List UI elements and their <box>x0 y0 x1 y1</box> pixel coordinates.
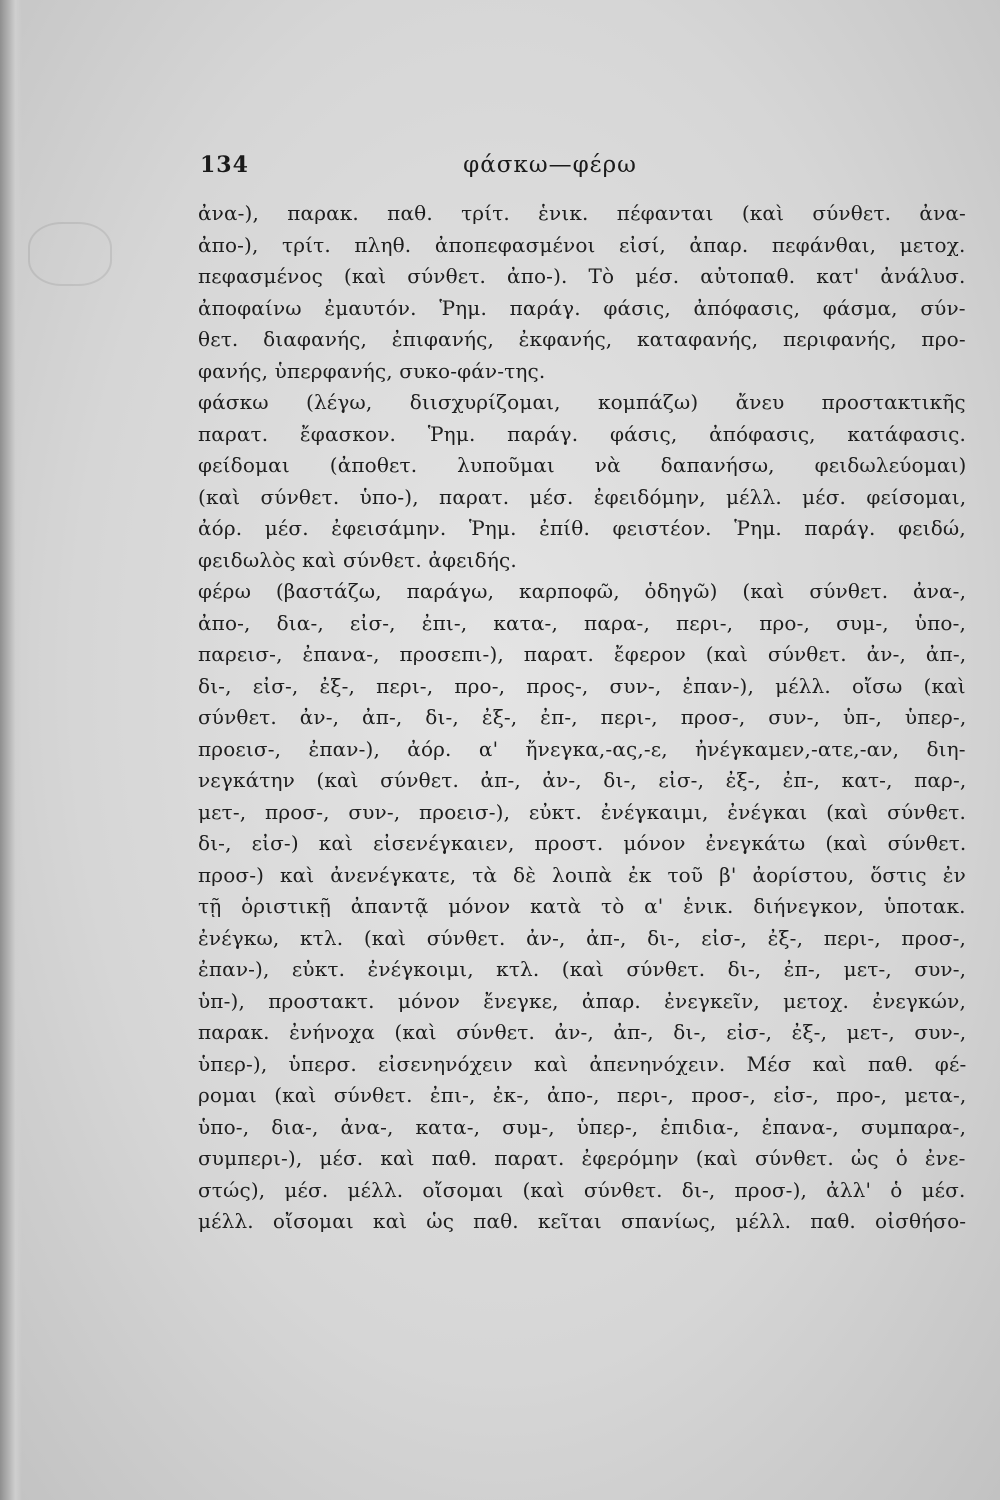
page-number: 134 <box>200 152 249 178</box>
text-line: ἀποφαίνω ἐμαυτόν. Ῥημ. παράγ. φάσις, ἀπόφασις, φάσμα, σύν- <box>198 295 966 320</box>
text-line: μετ-, προσ-, συν-, προεισ-), εὐκτ. ἐνέγκαιμι, ἐνέγκαι (καὶ σύνθετ. <box>198 799 966 824</box>
text-line: τῇ ὁριστικῇ ἀπαντᾷ μόνον κατὰ τὸ α' ἑνικ. διήνεγκον, ὑποτακ. <box>198 894 966 918</box>
text-line: δι-, εἰσ-, ἐξ-, περι-, προ-, προς-, συν-, ἐπαν-), μέλλ. οἴσω (καὶ <box>198 673 966 698</box>
text-line: ἀπο-, δια-, εἰσ-, ἐπι-, κατα-, παρα-, περι-, προ-, συμ-, ὑπο-, <box>198 610 966 635</box>
text-line: παρατ. ἔφασκον. Ῥημ. παράγ. φάσις, ἀπόφασις, κατάφασις. <box>198 421 966 446</box>
text-line: ὑπερ-), ὑπερσ. εἰσενηνόχειν καὶ ἀπενηνόχειν. Μέσ καὶ παθ. φέ- <box>198 1051 966 1076</box>
text-line: συμπερι-), μέσ. καὶ παθ. παρατ. ἐφερόμην (καὶ σύνθετ. ὡς ὁ ἐνε- <box>198 1146 966 1170</box>
text-line: προεισ-, ἐπαν-), ἀόρ. α' ἤνεγκα,-ας,-ε, ἠνέγκαμεν,-ατε,-αν, διη- <box>198 736 966 761</box>
text-line: φάσκω (λέγω, διισχυρίζομαι, κομπάζω) ἄνευ προστακτικῆς <box>198 390 966 414</box>
text-line: σύνθετ. ἀν-, ἀπ-, δι-, ἐξ-, ἐπ-, περι-, προσ-, συν-, ὑπ-, ὑπερ-, <box>198 705 966 729</box>
body-text <box>198 198 966 1238</box>
text-line: ρομαι (καὶ σύνθετ. ἐπι-, ἐκ-, ἀπο-, περι-, προσ-, εἰσ-, προ-, μετα-, <box>198 1083 966 1107</box>
text-line: νεγκάτην (καὶ σύνθετ. ἀπ-, ἀν-, δι-, εἰσ-, ἐξ-, ἐπ-, κατ-, παρ-, <box>198 768 966 792</box>
text-line: ἀόρ. μέσ. ἐφεισάμην. Ῥημ. ἐπίθ. φειστέον. Ῥημ. παράγ. φειδώ, <box>198 516 966 540</box>
text-line: δι-, εἰσ-) καὶ εἰσενέγκαιεν, προστ. μόνον ἐνεγκάτω (καὶ σύνθετ. <box>198 831 966 855</box>
text-line: θετ. διαφανής, ἐπιφανής, ἐκφανής, καταφανής, περιφανής, προ- <box>198 327 966 351</box>
text-line: μέλλ. οἴσομαι καὶ ὡς παθ. κεῖται σπανίως, μέλλ. παθ. οἰσθήσο- <box>198 1209 966 1233</box>
text-line: προσ-) καὶ ἀνενέγκατε, τὰ δὲ λοιπὰ ἐκ τοῦ β' ἀορίστου, ὅστις ἐν <box>198 862 966 887</box>
text-line: ἀνα-), παρακ. παθ. τρίτ. ἑνικ. πέφανται (καὶ σύνθετ. ἀνα- <box>198 201 966 225</box>
text-line: φανής, ὑπερφανής, συκο-φάν-της. <box>198 358 546 383</box>
text-line: (καὶ σύνθετ. ὑπο-), παρατ. μέσ. ἐφειδόμην, μέλλ. μέσ. φείσομαι, <box>198 484 966 509</box>
text-line: πεφασμένος (καὶ σύνθετ. ἀπο-). Τὸ μέσ. αὐτοπαθ. κατ' ἀνάλυσ. <box>198 264 966 288</box>
text-line: ὑπ-), προστακτ. μόνον ἔνεγκε, ἀπαρ. ἐνεγκεῖν, μετοχ. ἐνεγκών, <box>198 988 966 1013</box>
text-line: φέρω (βαστάζω, παράγω, καρποφῶ, ὁδηγῶ) (καὶ σύνθετ. ἀνα-, <box>198 579 966 603</box>
text-line: παρακ. ἐνήνοχα (καὶ σύνθετ. ἀν-, ἀπ-, δι-, εἰσ-, ἐξ-, μετ-, συν-, <box>198 1020 966 1044</box>
page-binding-edge <box>0 0 22 1500</box>
text-line: φειδωλὸς καὶ σύνθετ. ἀφειδής. <box>198 547 517 572</box>
text-line: ἐπαν-), εὐκτ. ἐνέγκοιμι, κτλ. (καὶ σύνθετ. δι-, ἐπ-, μετ-, συν-, <box>198 957 966 981</box>
text-line: ἀπο-), τρίτ. πληθ. ἀποπεφασμένοι εἰσί, ἀπαρ. πεφάνθαι, μετοχ. <box>198 232 966 257</box>
text-line: ὑπο-, δια-, ἀνα-, κατα-, συμ-, ὑπερ-, ἐπιδια-, ἐπανα-, συμπαρα-, <box>198 1114 966 1139</box>
text-line: φείδομαι (ἀποθετ. λυποῦμαι νὰ δαπανήσω, φειδωλεύομαι) <box>198 453 966 477</box>
text-line: στώς), μέσ. μέλλ. οἴσομαι (καὶ σύνθετ. δι-, προσ-), ἀλλ' ὁ μέσ. <box>198 1177 966 1202</box>
text-line: ἐνέγκω, κτλ. (καὶ σύνθετ. ἀν-, ἀπ-, δι-, εἰσ-, ἐξ-, περι-, προσ-, <box>198 925 966 950</box>
text-line: παρεισ-, ἐπανα-, προσεπι-), παρατ. ἔφερον (καὶ σύνθετ. ἀν-, ἀπ-, <box>198 642 966 666</box>
page-stain <box>28 222 112 286</box>
page-header <box>200 152 960 182</box>
running-head: φάσκω—φέρω <box>463 152 637 178</box>
